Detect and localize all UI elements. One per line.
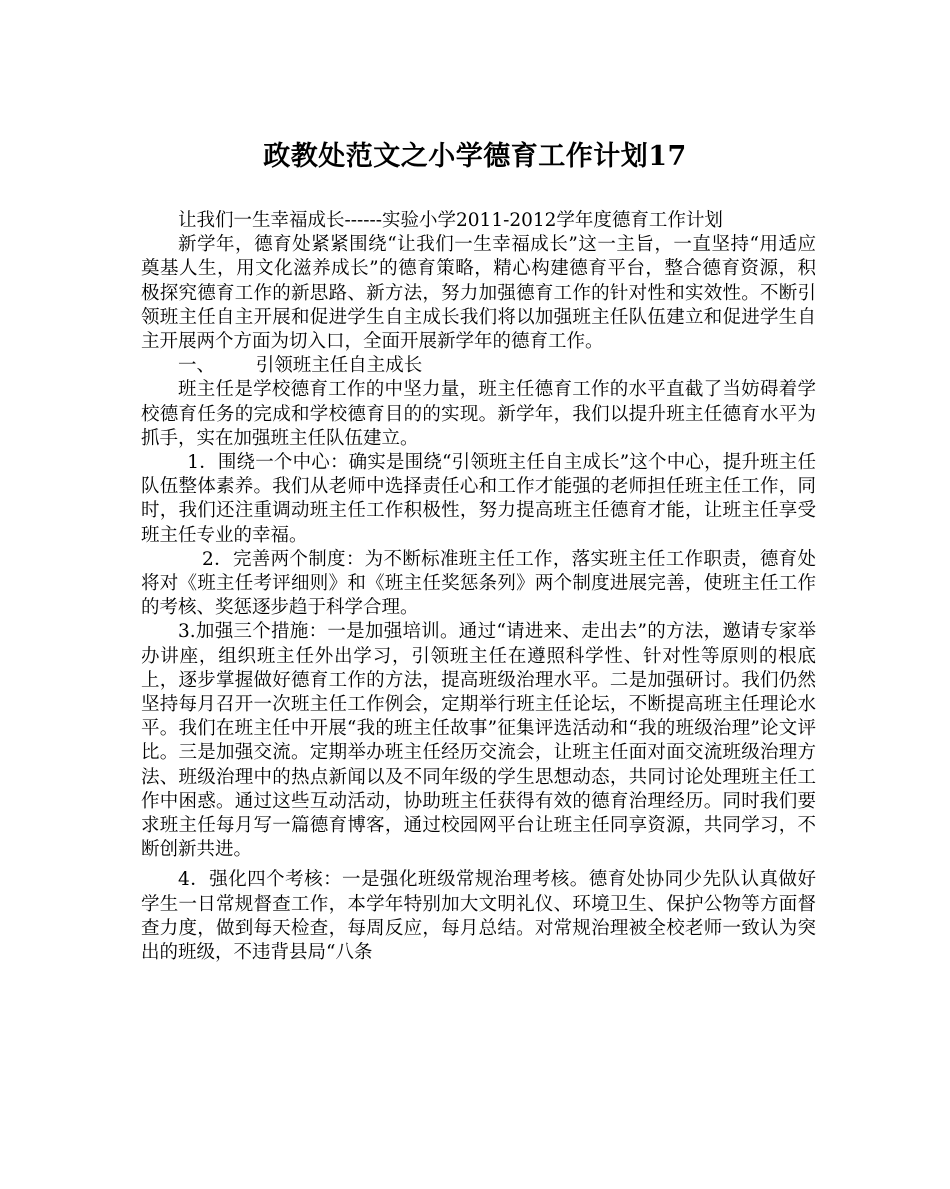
item-three-paragraph: 3.加强三个措施：一是加强培训。通过“请进来、走出去”的方法，邀请专家举办讲座，组织班主任外出学习，引领班主任在遵照科学性、针对性等原则的根底上，逐步掌握做好德育工作的方法，提高班级治理水平。二是加强研讨。我们仍然坚持每月召开一次班主任工作例会，定期举行班主任论坛，不断提高班主任理论水平。我们在班主任中开展“我的班主任故事”征集评选活动和“我的班级治理”论文评比。三是加强交流。定期举办班主任经历交流会，让班主任面对面交流班级治理方法、班级治理中的热点新闻以及不同年级的学生思想动态，共同讨论处理班主任工作中困惑。通过这些互动活动，协助班主任获得有效的德育治理经历。同时我们要求班主任每月写一篇德育博客，通过校园网平台让班主任同享资源，共同学习，不断创新共进。 bbox=[141, 621, 816, 861]
item-one-paragraph: 1．围绕一个中心：确实是围绕“引领班主任自主成长”这个中心，提升班主任队伍整体素养。我们从老师中选择责任心和工作才能强的老师担任班主任工作，同时，我们还注重调动班主任工作积极性，努力提高班主任德育才能，让班主任享受班主任专业的幸福。 bbox=[141, 452, 816, 546]
section-heading-text: 引领班主任自主成长 bbox=[255, 355, 423, 377]
subtitle-paragraph: 让我们一生幸福成长------实验小学2011-2012学年度德育工作计划 bbox=[178, 210, 723, 231]
item-two-paragraph: 2．完善两个制度：为不断标准班主任工作，落实班主任工作职责，德育处将对《班主任考评细则》和《班主任奖惩条列》两个制度进展完善，使班主任工作的考核、奖惩逐步趋于科学合理。 bbox=[141, 548, 816, 619]
section-intro-paragraph: 班主任是学校德育工作的中坚力量，班主任德育工作的水平直截了当妨碍着学校德育任务的完成和学校德育目的的实现。新学年，我们以提升班主任德育水平为抓手，实在加强班主任队伍建立。 bbox=[141, 379, 816, 449]
intro-paragraph: 新学年，德育处紧紧围绕“让我们一生幸福成长”这一主旨，一直坚持“用适应奠基人生，用文化滋养成长”的德育策略，精心构建德育平台，整合德育资源，积极探究德育工作的新思路、新方法，努力加强德育工作的针对性和实效性。不断引领班主任自主开展和促进学生自主成长我们将以加强班主任队伍建立和促进学生自主开展两个方面为切入口，全面开展新学年的德育工作。 bbox=[141, 234, 816, 353]
section-heading bbox=[141, 354, 816, 378]
document-title: 政教处范文之小学德育工作计划17 bbox=[263, 141, 687, 172]
document-body bbox=[141, 209, 816, 965]
item-four-paragraph: 4．强化四个考核：一是强化班级常规治理考核。德育处协同少先队认真做好学生一日常规督查工作，本学年特别加大文明礼仪、环境卫生、保护公物等方面督查力度，做到每天检查，每周反应，每月总结。对常规治理被全校老师一致认为突出的班级，不违背县局“八条 bbox=[141, 869, 816, 964]
section-heading-number: 一、 bbox=[178, 355, 216, 377]
